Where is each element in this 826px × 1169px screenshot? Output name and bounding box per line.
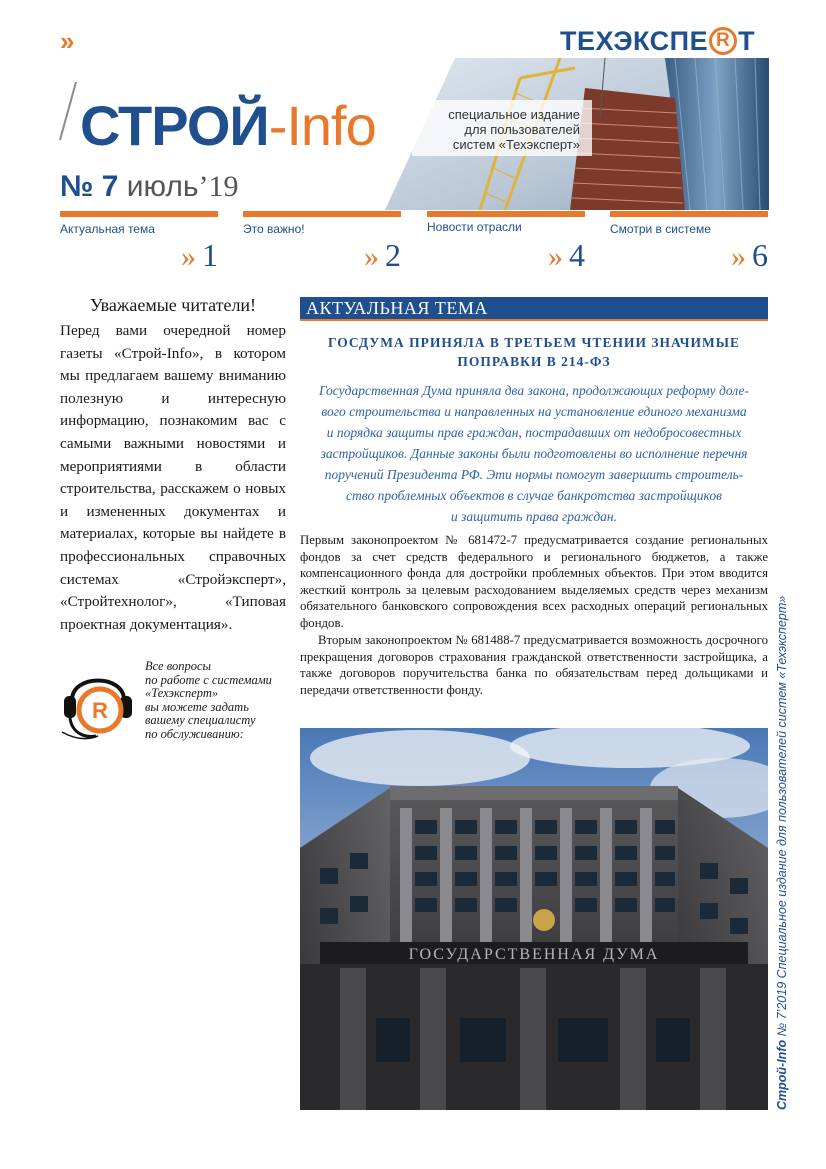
nav-label: Новости отрасли	[427, 220, 522, 234]
article-paragraph-1: Первым законопроектом № 681472-7 предусматривается создание региональных фондов за счет средств федерального и регионального бюджетов, а также компенсационного фонда для достройки проблемных объектов. При этом вводится жесткий контроль за целевым расходованием выделяемых средств через механизм обязательного банковского сопровождения всех расходных операций региональных фондов.	[300, 533, 768, 630]
nav-item-industry-news[interactable]	[427, 211, 585, 273]
chevron-icon: »	[731, 240, 746, 273]
support-line: «Техэксперт»	[145, 686, 219, 700]
nav-item-important[interactable]	[243, 211, 401, 273]
article-headline	[300, 333, 768, 371]
nav-page-number	[364, 237, 401, 274]
lead-line: и порядка защиты прав граждан, пострадавших от недобросовестных	[326, 425, 742, 440]
title-suffix: -Info	[268, 94, 376, 157]
support-line: вы можете задать	[145, 699, 249, 714]
support-line: вашему специалисту	[145, 713, 256, 727]
issue-number	[60, 172, 239, 202]
intro-text: Перед вами очередной номер газеты «Строй-Info», в котором мы предлагаем вашему вниманию полезную и интересную информацию, познакомим вас с самыми важными новостями и мероприятиями в области строительства, расскажем о новых и измененных документах и материалах, которые вы найдете в профессиональных справочных системах «Стройэксперт», «Стройтехнолог», «Типовая проектная документация».	[60, 322, 286, 633]
support-note	[145, 660, 285, 741]
support-line: по обслуживанию:	[145, 726, 244, 741]
headline-line: ГОСДУМА ПРИНЯЛА В ТРЕТЬЕМ ЧТЕНИИ ЗНАЧИМЫЕ	[327, 335, 741, 350]
support-line: Все вопросы	[145, 659, 211, 673]
issue-year: ’19	[198, 170, 239, 203]
side-brand: Строй-Info	[775, 1039, 789, 1110]
logo-text-end: Т	[738, 25, 756, 56]
nav-item-see-in-system[interactable]	[610, 211, 768, 273]
nav-bar	[60, 211, 218, 217]
title-main: СТРОЙ	[80, 94, 269, 157]
subtitle-line: для пользователей	[464, 122, 580, 137]
title-slash-decoration	[58, 82, 78, 142]
section-title: АКТУАЛЬНАЯ ТЕМА	[306, 298, 488, 318]
side-caption: № 7’2019 Специальное издание для пользователей систем «Техэксперт»	[775, 595, 789, 1040]
nav-bar	[427, 211, 585, 217]
lead-line: вого строительства и направленных на установление единого механизма	[321, 404, 747, 419]
lead-line: застройщиков. Данные законы были подготовлены во исполнение перечня	[320, 446, 748, 461]
logo-text-start: ТЕХЭКСПЕ	[560, 25, 709, 56]
nav-label: Актуальная тема	[60, 222, 155, 236]
support-icon-letter: R	[92, 698, 108, 723]
nav-page-number	[548, 237, 585, 274]
article-paragraph-2: Вторым законопроектом № 681488-7 предусматривается возможность досрочного прекращения договоров страхования гражданской ответственности застройщика, а также договоров поручительства банка по обязательствам перед дольщиками и передачи ответственности фонду.	[300, 633, 768, 697]
issue-no: № 7	[60, 170, 119, 203]
tehexpert-logo	[560, 24, 755, 58]
issue-month: июль	[118, 170, 199, 203]
page-number: 6	[752, 237, 768, 273]
nav-page-number	[731, 237, 768, 274]
support-headset-icon	[58, 660, 142, 742]
greeting-heading: Уважаемые читатели!	[89, 295, 257, 315]
nav-label: Смотри в системе	[610, 222, 711, 236]
header-chevrons: »	[60, 26, 73, 56]
page-number: 2	[385, 237, 401, 273]
publication-title	[80, 94, 376, 157]
subtitle-line: специальное издание	[448, 107, 580, 122]
lead-line: ство проблемных объектов в случае банкротства застройщиков	[346, 488, 722, 503]
nav-label: Это важно!	[243, 222, 305, 236]
lead-line: и защитить права граждан.	[451, 509, 617, 524]
chevron-icon: »	[364, 240, 379, 273]
lead-line: поручений Президента РФ. Эти нормы помогут завершить строитель-	[324, 467, 744, 482]
publication-subtitle	[420, 107, 580, 152]
support-line: по работе с системами	[145, 672, 272, 687]
page-number: 1	[202, 237, 218, 273]
vertical-edition-caption	[775, 595, 799, 1110]
state-duma-building-photo	[300, 728, 768, 1110]
subtitle-line: систем «Техэксперт»	[452, 137, 580, 152]
headline-line: ПОПРАВКИ В 214-ФЗ	[457, 354, 611, 369]
photo-inscription: ГОСУДАРСТВЕННАЯ ДУМА	[408, 946, 660, 963]
logo-r-icon: R	[709, 27, 737, 55]
nav-item-actual-topic[interactable]	[60, 211, 218, 273]
nav-bar	[243, 211, 401, 217]
chevron-icon: »	[181, 240, 196, 273]
page-number: 4	[569, 237, 585, 273]
article-lead	[300, 380, 768, 527]
nav-page-number	[181, 237, 218, 274]
nav-bar	[610, 211, 768, 217]
lead-line: Государственная Дума приняла два закона, продолжающих реформу доле-	[319, 383, 749, 398]
chevron-icon: »	[548, 240, 563, 273]
